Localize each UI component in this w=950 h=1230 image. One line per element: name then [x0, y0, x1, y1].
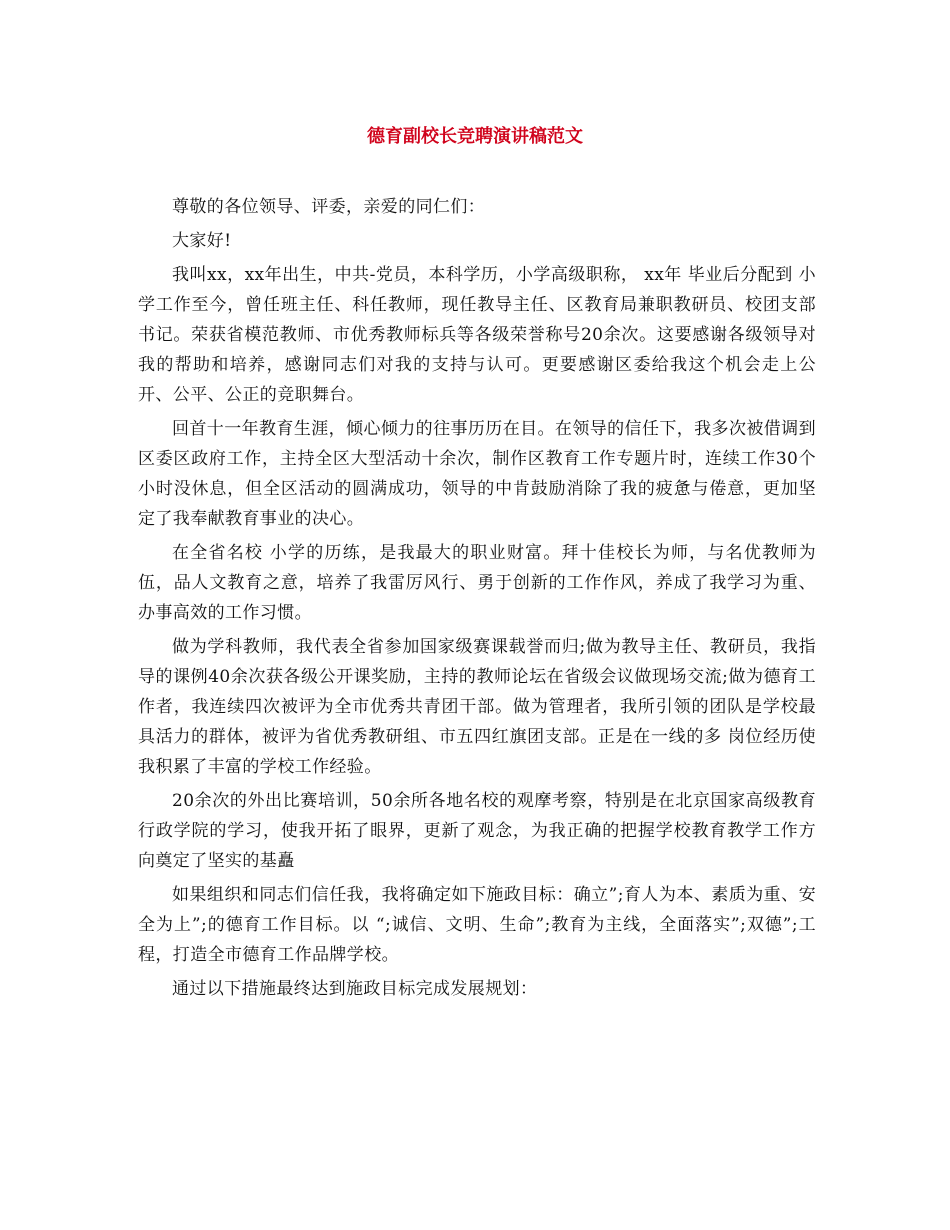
paragraph-training: 20余次的外出比赛培训，50余所各地名校的观摩考察，特别是在北京国家高级教育行政学院的学习，使我开拓了眼界，更新了观念，为我正确的把握学校教育教学工作方向奠定了坚实的基矗	[138, 791, 816, 871]
document-body	[138, 192, 816, 1008]
paragraph-school-experience: 在全省名校 小学的历练，是我最大的职业财富。拜十佳校长为师，与名优教师为伍，品人文教育之意，培养了我雷厉风行、勇于创新的工作作风，养成了我学习为重、办事高效的工作习惯。	[138, 543, 816, 623]
paragraph-salutation: 尊敬的各位领导、评委，亲爱的同仁们：	[172, 197, 486, 217]
paragraph-measures: 通过以下措施最终达到施政目标完成发展规划：	[172, 979, 538, 999]
paragraph-achievements: 做为学科教师，我代表全省参加国家级赛课载誉而归;做为教导主任、教研员，我指导的课例40余次获各级公开课奖励，主持的教师论坛在省级会议做现场交流;做为德育工作者，我连续四次被评为全市优秀共青团干部。做为管理者，我所引领的团队是学校最具活力的群体，被评为省优秀教研组、市五四红旗团支部。正是在一线的多 岗位经历使我积累了丰富的学校工作经验。	[138, 637, 816, 777]
paragraph-greeting: 大家好!	[172, 231, 232, 251]
paragraph-introduction: 我叫xx，xx年出生，中共-党员，本科学历，小学高级职称， xx年 毕业后分配到 小学工作至今，曾任班主任、科任教师，现任教导主任、区教育局兼职教研员、校团支部书记。荣获省模范教师、市优秀教师标兵等各级荣誉称号20余次。这要感谢各级领导对我的帮助和培养，感谢同志们对我的支持与认可。更要感谢区委给我这个机会走上公开、公平、公正的竞职舞台。	[138, 265, 816, 405]
paragraph-career-review: 回首十一年教育生涯，倾心倾力的往事历历在目。在领导的信任下，我多次被借调到区委区政府工作，主持全区大型活动十余次，制作区教育工作专题片时，连续工作30个小时没休息，但全区活动的圆满成功，领导的中肯鼓励消除了我的疲惫与倦意，更加坚定了我奉献教育事业的决心。	[138, 419, 816, 529]
paragraph-goals: 如果组织和同志们信任我，我将确定如下施政目标：确立”;育人为本、素质为重、安全为上”;的德育工作目标。以 “;诚信、文明、生命”;教育为主线，全面落实”;双德”;工程，打造全市德育工作品牌学校。	[138, 885, 816, 965]
document-title: 德育副校长竞聘演讲稿范文	[367, 126, 583, 147]
